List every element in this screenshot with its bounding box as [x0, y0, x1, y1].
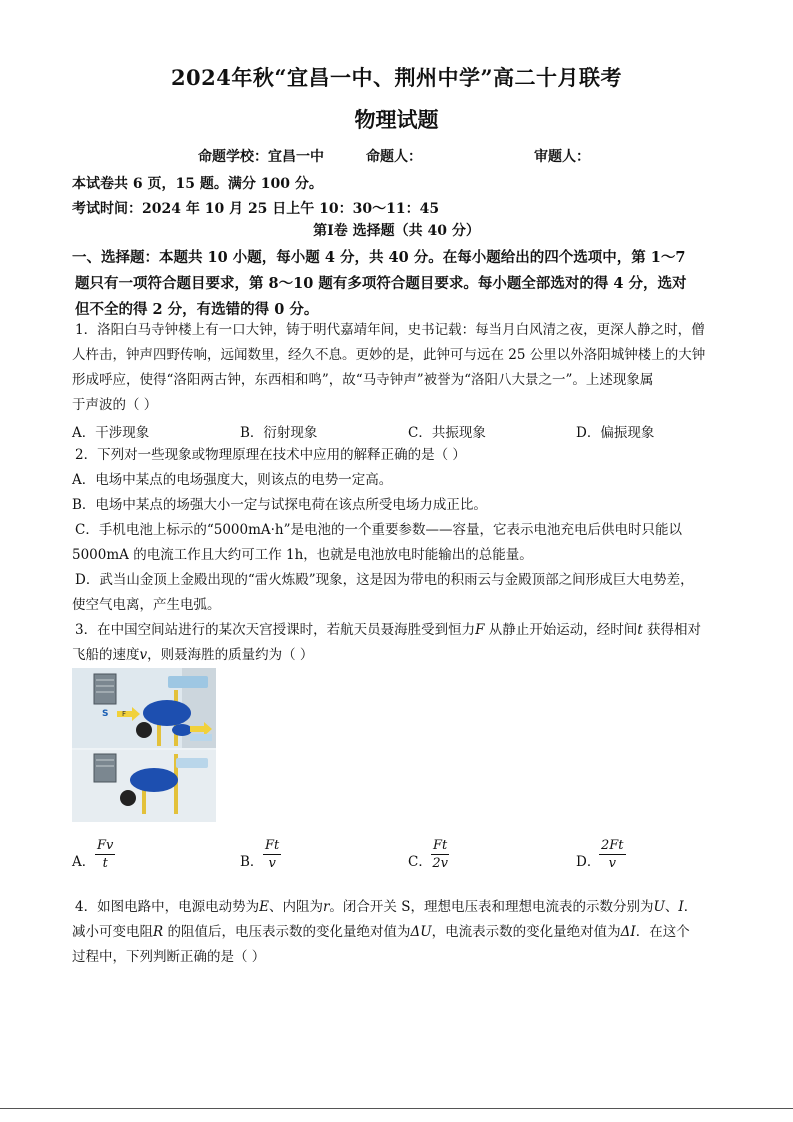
q4-text: 减小可变电阻	[72, 924, 153, 940]
reviewer-label: 审题人：	[534, 149, 590, 165]
var-t: t	[637, 622, 643, 638]
q3-option-a-fraction	[95, 838, 115, 871]
q3-option-d-denominator: v	[608, 856, 616, 871]
q4-text: 4．如图电路中，电源电动势为	[75, 899, 260, 915]
q4-line-2	[72, 922, 690, 942]
exam-title: 2024年秋“宜昌一中、荆州中学”高二十月联考	[170, 65, 623, 90]
q3-line-1	[75, 620, 701, 640]
q1-line-2: 人杵击，钟声四野传响，远闻数里，经久不息。更妙的是，此钟可与远在 25 公里以外洛阳城钟楼上的大钟	[72, 347, 706, 363]
q1-line-4: 于声波的（ ）	[72, 397, 158, 413]
q4-text: 、内阻为	[268, 899, 323, 915]
q1-option-d: D．偏振现象	[576, 425, 655, 441]
setter-label: 命题人：	[366, 149, 422, 165]
var-E: E	[259, 899, 269, 915]
q3-option-b-label: B．	[240, 854, 264, 870]
svg-text:S: S	[102, 709, 109, 719]
q1-line-3: 形成呼应，使得“洛阳两古钟，东西相和鸣”，故“马寺钟声”被誉为“洛阳八大景之一”。上述现象属	[72, 372, 654, 388]
var-delta-U: ΔU	[410, 924, 432, 940]
svg-text:F: F	[122, 710, 127, 718]
var-r: r	[322, 899, 330, 915]
exam-subject: 物理试题	[354, 107, 439, 132]
var-delta-I: ΔI	[620, 924, 636, 940]
q2-option-c-line-2: 5000mA 的电流工作且大约可工作 1h，也就是电池放电时能输出的总能量。	[72, 547, 533, 563]
section-title: 第Ⅰ卷 选择题（共 40 分）	[313, 223, 480, 239]
q3-option-c-label: C．	[408, 854, 432, 870]
q4-text: 的阻值后，电压表示数的变化量绝对值为	[167, 924, 411, 940]
q3-option-b-fraction	[263, 838, 281, 871]
q2-option-d-line-1: D．武当山金顶上金殿出现的“雷火炼殿”现象，这是因为带电的积雨云与金殿顶部之间形成巨大电势差，	[75, 572, 694, 588]
section-instruction-line-3: 但不全的得 2 分，有选错的得 0 分。	[75, 301, 319, 318]
astronaut-figure	[72, 668, 216, 822]
var-v: v	[139, 647, 148, 663]
q3-line-2	[72, 645, 313, 665]
q3-option-d-fraction	[599, 838, 626, 871]
var-U: U	[653, 899, 665, 915]
q3-option-c-denominator: 2v	[432, 856, 448, 871]
q2-option-d-line-2: 使空气电离，产生电弧。	[72, 597, 221, 613]
q3-option-b-numerator: Ft	[265, 838, 280, 853]
var-F: F	[475, 622, 485, 638]
q4-text: 、	[664, 899, 679, 915]
q3-option-b-denominator: v	[268, 856, 276, 871]
q4-text: 。闭合开关 S，理想电压表和理想电流表的示数分别为	[329, 899, 654, 915]
q3-option-c-numerator: Ft	[433, 838, 448, 853]
q3-option-d-label: D．	[576, 854, 601, 870]
q4-text: ，电流表示数的变化量绝对值为	[431, 924, 621, 940]
setter-school: 命题学校：宜昌一中	[198, 149, 324, 165]
q3-text: ，则聂海胜的质量约为（ ）	[147, 647, 314, 663]
page-bottom-rule	[0, 1108, 793, 1109]
q3-option-a-numerator: Fv	[97, 838, 114, 853]
q4-text: ．在这个	[635, 924, 690, 940]
q1-line-1: 1．洛阳白马寺钟楼上有一口大钟，铸于明代嘉靖年间，史书记载：每当月白风清之夜，更深人静之时，僧	[75, 322, 705, 338]
q4-line-3: 过程中，下列判断正确的是（ ）	[72, 949, 266, 965]
q3-text: 3．在中国空间站进行的某次天宫授课时，若航天员聂海胜受到恒力	[75, 622, 476, 638]
q3-option-a-label: A．	[72, 854, 96, 870]
section-instruction-line-1: 一、选择题：本题共 10 小题，每小题 4 分，共 40 分。在每小题给出的四个选项中，第 1～7	[72, 249, 686, 266]
q1-option-c: C．共振现象	[408, 425, 486, 441]
var-R: R	[153, 924, 164, 940]
paper-info: 本试卷共 6 页，15 题。满分 100 分。	[72, 176, 323, 192]
var-I: I	[678, 899, 684, 915]
q3-text: 从静止开始运动，经时间	[488, 622, 638, 638]
section-instruction-line-2: 题只有一项符合题目要求，第 8～10 题有多项符合题目要求。每小题全部选对的得 4 分，选对	[75, 275, 687, 292]
q1-option-b: B．衍射现象	[240, 425, 318, 441]
q2-option-b: B．电场中某点的场强大小一定与试探电荷在该点所受电场力成正比。	[72, 497, 487, 513]
q4-text: ．	[683, 899, 698, 915]
q2-stem: 2．下列对一些现象或物理原理在技术中应用的解释正确的是（ ）	[75, 447, 466, 463]
q3-option-d-numerator: 2Ft	[601, 838, 624, 853]
q3-text: 飞船的速度	[72, 647, 140, 663]
q1-option-a: A．干涉现象	[72, 425, 150, 441]
q2-option-a: A．电场中某点的电场强度大，则该点的电势一定高。	[72, 472, 393, 488]
q2-option-c-line-1: C．手机电池上标示的“5000mA·h”是电池的一个重要参数——容量，它表示电池充电后供电时只能以	[75, 522, 683, 538]
exam-time: 考试时间：2024 年 10 月 25 日上午 10：30～11：45	[72, 201, 440, 217]
q3-option-c-fraction	[431, 838, 449, 871]
q3-option-a-denominator: t	[102, 856, 108, 871]
q3-text: 获得相对	[647, 622, 701, 638]
q4-line-1	[75, 897, 697, 917]
